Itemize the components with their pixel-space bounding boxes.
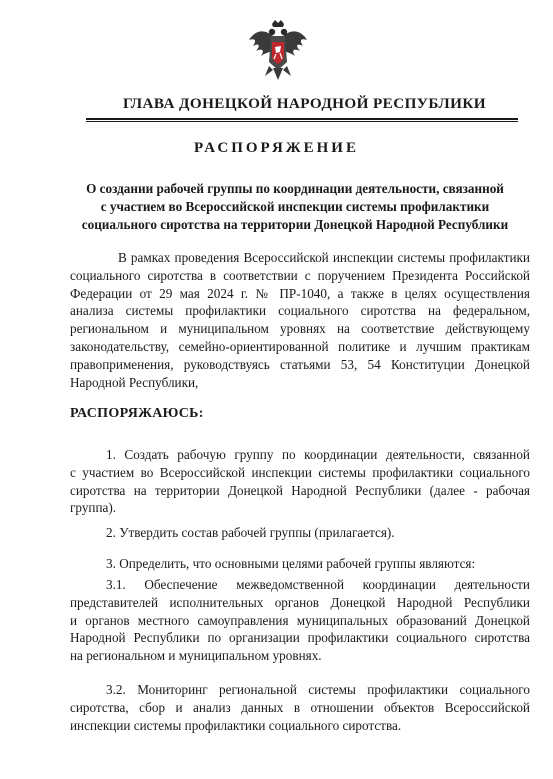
title-line: с участием во Всероссийской инспекции системы профилактики (100, 199, 490, 214)
item-3-1-paragraph (70, 576, 530, 665)
text-line: региональном и муниципальном уровнях на соответствие действующему (70, 321, 530, 337)
heading-rule-thick (86, 118, 518, 120)
heading-rule-thin (86, 121, 518, 122)
text-line: анализа системы профилактики социального сиротства на федеральном, (70, 303, 530, 319)
text-line: 2. Утвердить состав рабочей группы (прилагается). (106, 525, 395, 540)
text-line: законодательству, семейно-ориентированной политике и лучшим практикам (70, 338, 530, 354)
document-title (60, 180, 530, 234)
item-2-paragraph (70, 524, 530, 542)
dispose-heading: РАСПОРЯЖАЮСЬ: (70, 406, 204, 421)
text-line: Федерации от 29 мая 2024 г. № ПР-1040, а также в целях осуществления (70, 285, 530, 301)
text-line: 3. Определить, что основными целями рабочей группы являются: (106, 556, 476, 571)
text-line: Народной Республики по организации профилактики социального сиротства (70, 630, 530, 646)
item-3-paragraph (70, 555, 530, 573)
coat-of-arms-emblem (247, 18, 309, 84)
title-line: социального сиротства на территории Донецкой Народной Республики (81, 217, 509, 232)
item-3-2-paragraph (70, 681, 530, 734)
text-line: 3.1. Обеспечение межведомственной координации деятельности (106, 577, 530, 592)
text-line: Народной Республики, (70, 374, 199, 390)
text-line: социального сиротства в соответствии с поручением Президента Российской (70, 267, 530, 283)
text-line: 1. Создать рабочую группу по координации деятельности, связанной (106, 447, 530, 462)
text-line: группа). (70, 500, 117, 516)
text-line: правоприменения, руководствуясь статьями 53, 54 Конституции Донецкой (70, 356, 530, 372)
text-line: на региональном и муниципальном уровнях. (70, 648, 322, 664)
title-line: О создании рабочей группы по координации деятельности, связанной (86, 181, 504, 196)
item-1-paragraph (70, 446, 530, 517)
text-line: с участием во Всероссийской инспекции системы профилактики социального (70, 464, 530, 480)
preamble-paragraph (70, 249, 530, 391)
document-type: РАСПОРЯЖЕНИЕ (194, 140, 359, 156)
issuer-heading: ГЛАВА ДОНЕЦКОЙ НАРОДНОЙ РЕСПУБЛИКИ (123, 95, 486, 112)
text-line: представителей исполнительных органов Донецкой Народной Республики (70, 594, 530, 610)
text-line: инспекции системы профилактики социального сиротства. (70, 717, 402, 733)
text-line: сиротства на территории Донецкой Народной Республики (далее - рабочая (70, 482, 530, 498)
text-line: сиротства, сбор и анализ данных в отношении объектов Всероссийской (70, 699, 530, 715)
text-line: В рамках проведения Всероссийской инспекции системы профилактики (118, 250, 530, 265)
text-line: 3.2. Мониторинг региональной системы профилактики социального (106, 682, 530, 697)
text-line: и органов местного самоуправления муниципальных образований Донецкой (70, 612, 530, 628)
